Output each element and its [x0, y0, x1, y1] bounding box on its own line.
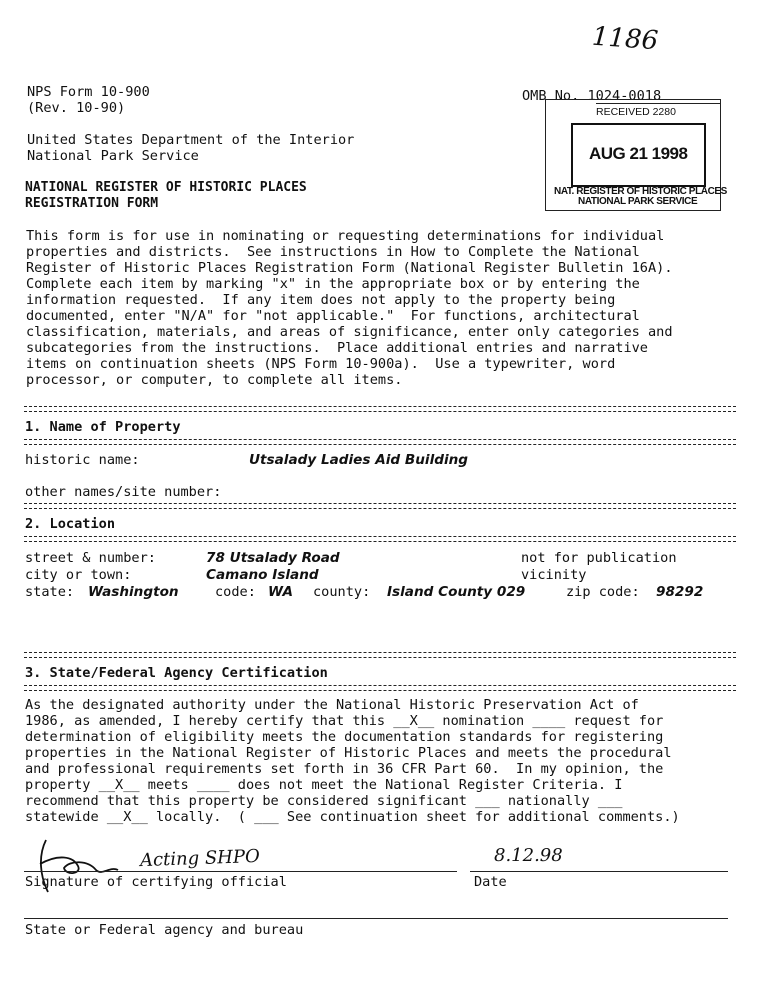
code-label: code:: [215, 584, 256, 600]
zip-value: 98292: [656, 584, 704, 600]
certification-line: As the designated authority under the National Historic Preservation Act of: [25, 697, 639, 713]
vicinity: vicinity: [521, 567, 587, 583]
certification-line: properties in the National Register of Historic Places and meets the procedural: [25, 745, 672, 761]
street-label: street & number:: [25, 550, 156, 566]
instruction-line: subcategories from the instructions. Place additional entries and narrative: [26, 340, 648, 356]
section-divider: [24, 439, 736, 445]
agency-line: [24, 918, 728, 919]
agency-service: National Park Service: [27, 148, 199, 164]
historic-name-label: historic name:: [25, 452, 140, 468]
date-label: Date: [474, 874, 507, 890]
date-line: [470, 871, 728, 872]
city-value: Camano Island: [206, 567, 319, 583]
section-divider: [24, 685, 736, 691]
stamp-org-line2: NATIONAL PARK SERVICE: [578, 196, 698, 207]
instruction-line: documented, enter "N/A" for "not applicable." For functions, architectural: [26, 308, 640, 324]
other-names-label: other names/site number:: [25, 484, 222, 500]
agency-bureau-label: State or Federal agency and bureau: [25, 922, 304, 938]
signature-title-handwriting: Acting SHPO: [139, 845, 261, 872]
section-divider: [24, 652, 736, 658]
not-for-publication: not for publication: [521, 550, 677, 566]
section2-heading: 2. Location: [25, 516, 116, 532]
instruction-line: information requested. If any item does not apply to the property being: [26, 292, 616, 308]
section-divider: [24, 503, 736, 509]
state-label: state:: [25, 584, 75, 600]
instruction-line: processor, or computer, to complete all items.: [26, 372, 403, 388]
section1-heading: 1. Name of Property: [25, 419, 181, 435]
instruction-line: properties and districts. See instructions in How to Complete the National: [26, 244, 640, 260]
section3-heading: 3. State/Federal Agency Certification: [25, 665, 328, 681]
agency-department: United States Department of the Interior: [27, 132, 355, 148]
form-title: NATIONAL REGISTER OF HISTORIC PLACES: [25, 180, 307, 195]
certification-line: recommend that this property be considered significant ___ nationally ___: [25, 793, 623, 809]
stamp-org-line1: NAT. REGISTER OF HISTORIC PLACES: [554, 186, 727, 197]
instruction-line: This form is for use in nominating or requesting determinations for individual: [26, 228, 665, 244]
date-handwriting: 8.12.98: [494, 845, 563, 866]
instruction-line: items on continuation sheets (NPS Form 10-900a). Use a typewriter, word: [26, 356, 616, 372]
zip-label: zip code:: [566, 584, 640, 600]
certification-line: property __X__ meets ____ does not meet the National Register Criteria. I: [25, 777, 623, 793]
handwritten-page-number: 1186: [591, 21, 660, 57]
form-number: NPS Form 10-900: [27, 84, 150, 100]
section-divider: [24, 406, 736, 412]
signature-label: Signature of certifying official: [25, 874, 287, 890]
instruction-line: Register of Historic Places Registration Form (National Register Bulletin 16A).: [26, 260, 673, 276]
certification-line: determination of eligibility meets the documentation standards for registering: [25, 729, 664, 745]
certification-line: statewide __X__ locally. ( ___ See continuation sheet for additional comments.): [25, 809, 680, 825]
city-label: city or town:: [25, 567, 132, 583]
county-value: Island County 029: [387, 584, 526, 600]
certification-line: and professional requirements set forth in 36 CFR Part 60. In my opinion, the: [25, 761, 664, 777]
stamp-date: AUG 21 1998: [589, 144, 688, 163]
instruction-line: classification, materials, and areas of significance, enter only categories and: [26, 324, 673, 340]
form-revision: (Rev. 10-90): [27, 100, 126, 116]
instruction-line: Complete each item by marking "x" in the appropriate box or by entering the: [26, 276, 640, 292]
signature-line: [24, 871, 457, 872]
historic-name-value: Utsalady Ladies Aid Building: [249, 452, 469, 468]
omb-number: OMB No. 1024-0018: [522, 88, 662, 104]
certification-line: 1986, as amended, I hereby certify that this __X__ nomination ____ request for: [25, 713, 664, 729]
county-label: county:: [313, 584, 371, 600]
street-value: 78 Utsalady Road: [206, 550, 340, 566]
section-divider: [24, 536, 736, 542]
state-value: Washington: [88, 584, 179, 600]
code-value: WA: [268, 584, 294, 600]
stamp-received: RECEIVED 2280: [596, 106, 676, 118]
form-subtitle: REGISTRATION FORM: [25, 196, 159, 211]
